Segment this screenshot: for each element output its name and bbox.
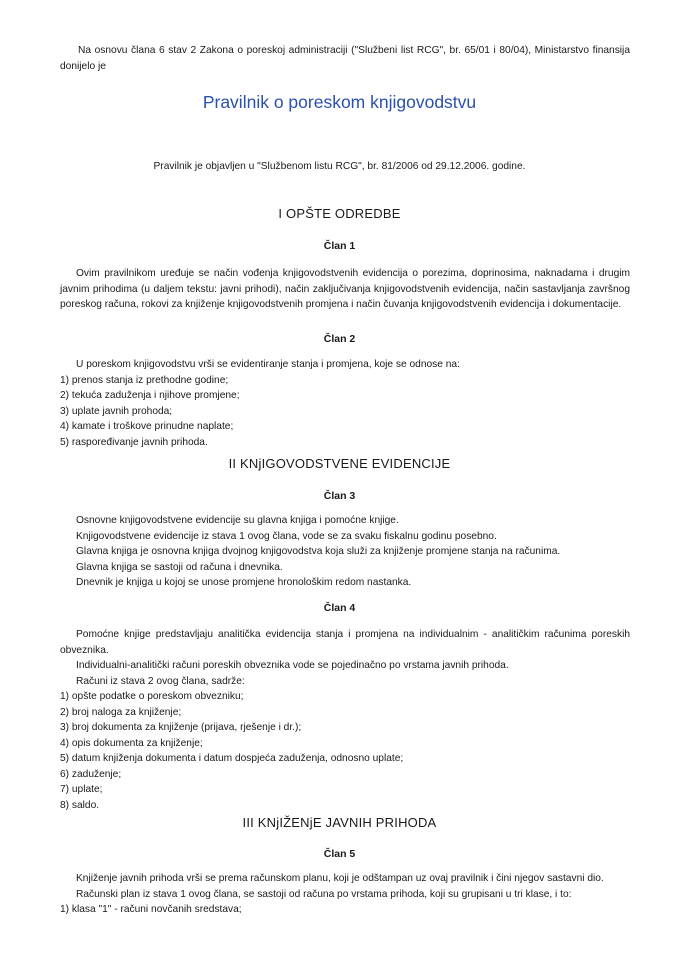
clan-5-line: Knjiženje javnih prihoda vrši se prema računskom planu, koji je odštampan uz ovaj pravilnik i čini njegov sastavni dio. xyxy=(76,873,604,884)
clan-4-p3: Računi iz stava 2 ovog člana, sadrže: xyxy=(76,675,245,687)
clan-1-heading: Član 1 xyxy=(323,240,356,252)
list-item: 2) broj naloga za knjiženje; xyxy=(60,706,182,718)
clan-3-body xyxy=(60,513,630,591)
clan-2-body xyxy=(60,357,630,450)
list-item: 6) zaduženje; xyxy=(60,768,122,780)
list-item: 1) prenos stanja iz prethodne godine; xyxy=(60,374,229,386)
list-item: 8) saldo. xyxy=(60,799,100,811)
clan-2-lead: U poreskom knjigovodstvu vrši se evidentiranje stanja i promjena, koje se odnose na: xyxy=(76,359,460,370)
document-title: Pravilnik o poreskom knjigovodstvu xyxy=(202,92,477,112)
list-item: 7) uplate; xyxy=(60,784,103,795)
clan-5-heading: Član 5 xyxy=(323,848,356,860)
list-item: 1) opšte podatke o poreskom obvezniku; xyxy=(60,691,244,702)
section-heading-1: I OPŠTE ODREDBE xyxy=(278,206,401,221)
list-item: 4) kamate i troškove prinudne naplate; xyxy=(60,421,234,432)
clan-3-heading: Član 3 xyxy=(323,490,356,502)
list-item: 1) klasa "1" - računi novčanih sredstava; xyxy=(60,904,242,915)
section-heading-3: III KNjIŽENjE JAVNIH PRIHODA xyxy=(242,815,437,830)
clan-3-line: Dnevnik je knjiga u kojoj se unose promjene hronološkim redom nastanka. xyxy=(76,577,412,588)
clan-3-line: Osnovne knjigovodstvene evidencije su glavna knjiga i pomoćne knjige. xyxy=(76,515,399,526)
intro-paragraph: Na osnovu člana 6 stav 2 Zakona o poreskoj administraciji ("Službeni list RCG", br. 65/01 i 80/04), Ministarstvo finansija donijelo je xyxy=(60,45,630,72)
list-item: 5) raspoređivanje javnih prihoda. xyxy=(60,436,208,448)
clan-2-heading: Član 2 xyxy=(323,333,356,345)
clan-5-line: Računski plan iz stava 1 ovog člana, se sastoji od računa po vrstama prihoda, koji su grupisani u tri klase, i to: xyxy=(76,888,572,900)
clan-4-p1: Pomoćne knjige predstavljaju analitička evidencija stanja i promjena na individualnim - analitičkim računima poreskih obveznika. xyxy=(60,629,630,656)
clan-4-p2: Individualni-analitički računi poreskih obveznika vode se pojedinačno po vrstama javnih prihoda. xyxy=(76,660,509,671)
list-item: 3) uplate javnih prohoda; xyxy=(60,405,173,417)
publication-note: Pravilnik je objavljen u "Službenom listu RCG", br. 81/2006 od 29.12.2006. godine. xyxy=(153,161,526,172)
section-heading-2: II KNjIGOVODSTVENE EVIDENCIJE xyxy=(228,456,451,471)
clan-1-text: Ovim pravilnikom uređuje se način vođenja knjigovodstvenih evidencija o porezima, doprinosima, naknadama i drugim javnim prihodima (u daljem tekstu: javni prihodi), način zaključivanja knjigovodstvenih evidencija, način sastavljanja završnog poreskog računa, rokovi za knjiženje knjigovodstvenih promjena i način čuvanja knjigovodstvenih evidencija i dokumentacije. xyxy=(60,268,630,310)
list-item: 5) datum knjiženja dokumenta i datum dospjeća zaduženja, odnosno uplate; xyxy=(60,753,404,764)
clan-3-line: Glavna knjiga je osnovna knjiga dvojnog knjigovodstva koja služi za knjiženje promjene stanja na računima. xyxy=(76,546,561,557)
list-item: 2) tekuća zaduženja i njihove promjene; xyxy=(60,390,240,401)
clan-3-line: Glavna knjiga se sastoji od računa i dnevnika. xyxy=(76,561,283,573)
list-item: 3) broj dokumenta za knjiženje (prijava, rješenje i dr.); xyxy=(60,722,302,733)
clan-4-heading: Član 4 xyxy=(323,602,356,614)
clan-5-body xyxy=(60,871,630,918)
list-item: 4) opis dokumenta za knjiženje; xyxy=(60,737,203,749)
clan-3-line: Knjigovodstvene evidencije iz stava 1 ovog člana, vode se za svaku fiskalnu godinu posebno. xyxy=(76,530,497,542)
clan-1-body xyxy=(60,266,630,313)
clan-4-body xyxy=(60,627,630,813)
